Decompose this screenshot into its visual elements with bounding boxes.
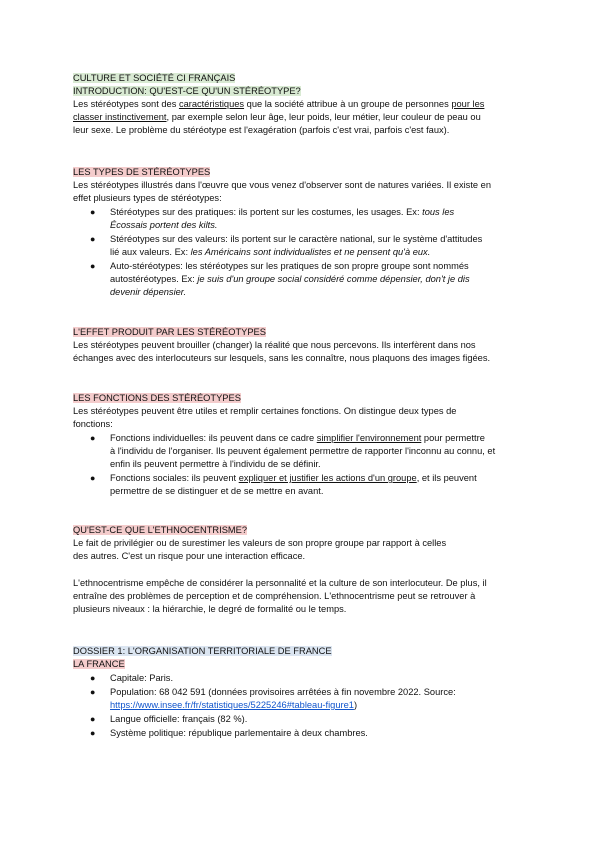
types-bullet-practices: Stéréotypes sur des pratiques: ils portent sur les costumes, les usages. Ex: tous les [110,207,455,217]
types-bullet-values: Stéréotypes sur des valeurs: ils portent sur le caractère national, sur le système d'attitudes [110,234,483,244]
types-paragraph-line: Les stéréotypes illustrés dans l'œuvre que vous venez d'observer sont de natures variées. Il existe en [73,180,491,190]
bullet-icon: ● [90,433,96,443]
intro-heading: INTRODUCTION: QU'EST-CE QU'UN STÉRÉOTYPE? [73,86,301,96]
dossier-heading: DOSSIER 1: L'ORGANISATION TERRITORIALE DE FRANCE [73,646,332,656]
fonctions-bullet-individuelles-cont: à l'individu de l'organiser. Ils peuvent également permettre de rapporter l'inconnu au connu, et [110,446,496,456]
dossier-bullet-capitale: Capitale: Paris. [110,673,174,683]
effet-paragraph-line: échanges avec des interlocuteurs sur lesquels, sans les connaître, nous plaquons des images figées. [73,353,491,363]
bullet-icon: ● [90,234,96,244]
types-bullet-auto-cont: devenir dépensier. [110,287,187,297]
dossier-bullet-population: Population: 68 042 591 (données provisoires arrêtées à fin novembre 2022. Source: [110,687,456,697]
intro-paragraph-line: classer instinctivement, par exemple selon leur âge, leur poids, leur métier, leur couleur de peau ou [73,112,481,122]
fonctions-bullet-individuelles: Fonctions individuelles: ils peuvent dans ce cadre simplifier l'environnement pour permettre [110,433,485,443]
ethno-paragraph-line: plusieurs niveaux : la hiérarchie, le degré de formalité ou le temps. [73,604,347,614]
intro-paragraph-line: leur sexe. Le problème du stéréotype est l'exagération (parfois c'est vrai, parfois c'est faux). [73,125,450,135]
fonctions-bullet-sociales-cont: permettre de se distinguer et de se mettre en avant. [110,486,324,496]
bullet-icon: ● [90,714,96,724]
fonctions-paragraph-line: fonctions: [73,419,113,429]
effet-paragraph-line: Les stéréotypes peuvent brouiller (changer) la réalité que nous percevons. Ils interfèrent dans nos [73,340,476,350]
types-bullet-values-cont: lié aux valeurs. Ex: les Américains sont individualistes et ne pensent qu'à eux. [110,247,431,257]
fonctions-bullet-individuelles-cont: enfin ils peuvent permettre à l'individu de se définir. [110,459,321,469]
types-paragraph-line: effet plusieurs types de stéréotypes: [73,193,222,203]
bullet-icon: ● [90,728,96,738]
bullet-icon: ● [90,261,96,271]
types-bullet-auto-cont: autostéréotypes. Ex: je suis d'un groupe social considéré comme dépensier, don't je dis [110,274,470,284]
ethno-paragraph-line: L'ethnocentrisme empêche de considérer la personnalité et la culture de son interlocuteur. De plus, il [73,578,487,588]
bullet-icon: ● [90,687,96,697]
fonctions-bullet-sociales: Fonctions sociales: ils peuvent expliquer et justifier les actions d'un groupe, et ils peuvent [110,473,477,483]
fonctions-paragraph-line: Les stéréotypes peuvent être utiles et remplir certaines fonctions. On distingue deux types de [73,406,457,416]
bullet-icon: ● [90,473,96,483]
ethno-heading: QU'EST-CE QUE L'ETHNOCENTRISME? [73,525,248,535]
insee-source-link[interactable]: https://www.insee.fr/fr/statistiques/5225246#tableau-figure1 [110,700,354,710]
ethno-paragraph-line: des autres. C'est un risque pour une interaction efficace. [73,551,306,561]
fonctions-heading: LES FONCTIONS DES STÉRÉOTYPES [73,393,241,403]
dossier-bullet-langue: Langue officielle: français (82 %). [110,714,248,724]
types-bullet-practices-cont: Écossais portent des kilts. [110,220,218,230]
intro-paragraph-line: Les stéréotypes sont des caractéristiques que la société attribue à un groupe de personnes pour les [73,99,485,109]
effet-heading: L'EFFET PRODUIT PAR LES STÉRÉOTYPES [73,327,266,337]
ethno-paragraph-line: entraîne des problèmes de perception et de compréhension. L'ethnocentrisme peut se retrouver à [73,591,476,601]
bullet-icon: ● [90,673,96,683]
dossier-bullet-population-cont: https://www.insee.fr/fr/statistiques/5225246#tableau-figure1) [110,700,358,710]
dossier-subheading: LA FRANCE [73,659,125,669]
bullet-icon: ● [90,207,96,217]
types-bullet-auto: Auto-stéréotypes: les stéréotypes sur les pratiques de son propre groupe sont nommés [110,261,469,271]
document-title: CULTURE ET SOCIÉTÉ CI FRANÇAIS [73,73,236,83]
types-heading: LES TYPES DE STÉRÉOTYPES [73,167,211,177]
ethno-paragraph-line: Le fait de privilégier ou de surestimer les valeurs de son propre groupe par rapport à celles [73,538,447,548]
dossier-bullet-systeme: Système politique: république parlementaire à deux chambres. [110,728,368,738]
